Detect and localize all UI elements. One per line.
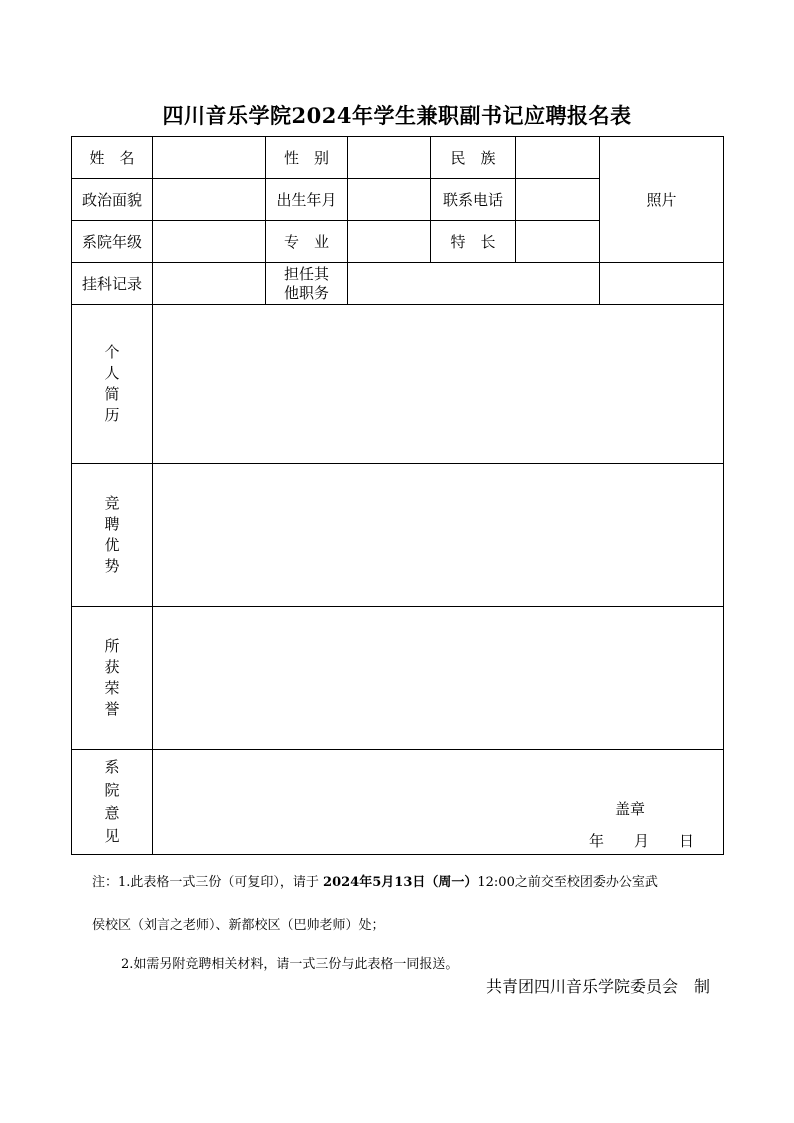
registration-form-table [71,136,724,855]
month-label: 月 [634,832,650,850]
specialty-field[interactable] [516,221,600,263]
advantages-field[interactable] [153,464,724,607]
gender-label: 性 别 [266,137,348,179]
stamp-label: 盖章 [615,800,646,818]
birth-field[interactable] [348,179,431,221]
resume-label [72,305,153,464]
dept-grade-label: 系院年级 [72,221,153,263]
other-duties-label-line2: 他职务 [283,283,329,302]
major-label: 专 业 [266,221,348,263]
note-2: 2.如需另附竞聘相关材料，请一式三份与此表格一同报送。 [121,957,459,972]
note-1-line2: 侯校区（刘言之老师）、新都校区（巴帅老师）处； [92,918,385,933]
photo-box-bottom[interactable] [600,263,724,305]
political-field[interactable] [153,179,266,221]
failed-courses-field[interactable] [153,263,266,305]
date-line [589,830,694,851]
note-1 [92,874,732,892]
issuer-footer: 共青团四川音乐学院委员会 制 [486,977,711,996]
day-label: 日 [679,832,695,850]
other-duties-label [266,263,348,305]
gender-field[interactable] [348,137,431,179]
other-duties-field[interactable] [348,263,600,305]
resume-label-char: 简 [104,385,120,403]
resume-label-char: 历 [104,406,120,424]
dept-opinion-label-char: 院 [104,781,120,799]
dept-grade-field[interactable] [153,221,266,263]
name-field[interactable] [153,137,266,179]
phone-label: 联系电话 [431,179,516,221]
dept-opinion-field[interactable] [153,750,724,855]
honors-label-char: 荣 [104,679,120,697]
photo-box[interactable] [600,137,724,263]
resume-label-char: 人 [104,364,120,382]
note-1-prefix: 注：1.此表格一式三份（可复印），请于 [92,875,324,890]
ethnicity-label: 民 族 [431,137,516,179]
photo-label: 照片 [646,191,677,209]
form-title: 四川音乐学院2024年学生兼职副书记应聘报名表 [162,103,632,128]
notes [92,874,732,972]
dept-opinion-label-char: 系 [104,758,120,776]
advantages-label-char: 优 [104,536,120,554]
dept-opinion-label-char: 见 [104,827,120,845]
advantages-label-char: 聘 [104,515,120,533]
major-field[interactable] [348,221,431,263]
dept-opinion-label-char: 意 [104,804,120,822]
political-label: 政治面貌 [72,179,153,221]
name-label: 姓 名 [72,137,153,179]
honors-label-char: 誉 [104,700,120,718]
dept-opinion-label [72,750,153,855]
resume-field[interactable] [153,305,724,464]
other-duties-label-line1: 担任其 [283,264,329,283]
resume-label-char: 个 [104,343,120,361]
honors-label-char: 所 [104,637,120,655]
note-1-suffix: 12:00之前交至校团委办公室武 [477,875,658,890]
honors-label [72,607,153,750]
year-label: 年 [589,832,605,850]
failed-courses-label: 挂科记录 [72,263,153,305]
advantages-label-char: 势 [104,557,120,575]
honors-label-char: 获 [104,658,120,676]
honors-field[interactable] [153,607,724,750]
specialty-label: 特 长 [431,221,516,263]
advantages-label [72,464,153,607]
birth-label: 出生年月 [266,179,348,221]
ethnicity-field[interactable] [516,137,600,179]
note-1-deadline: 2024年5月13日（周一） [323,875,478,890]
phone-field[interactable] [516,179,600,221]
advantages-label-char: 竞 [104,494,120,512]
